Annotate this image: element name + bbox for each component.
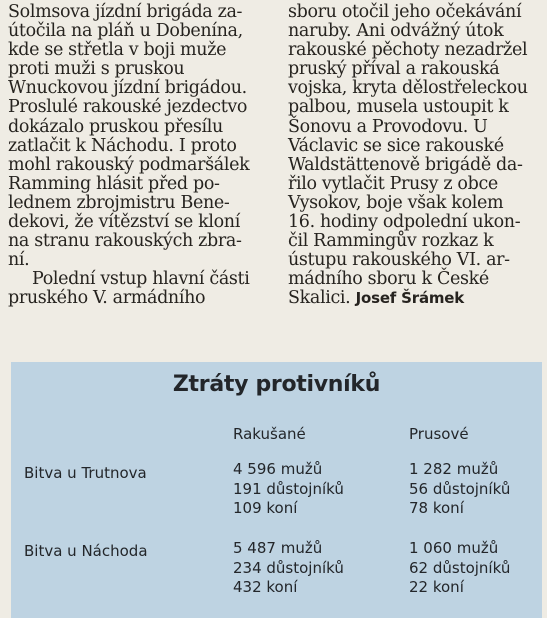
- text-line: na stranu rakouských zbra-: [8, 231, 242, 252]
- text-line: čil Rammingův rozkaz k: [288, 231, 494, 252]
- text-line: Solmsova jízdní brigáda za-: [8, 2, 243, 22]
- text-line: ní.: [8, 250, 30, 271]
- loss-value: 432 koní: [233, 578, 298, 596]
- text-line: mohl rakouský podmaršálek: [8, 154, 250, 175]
- austrian-losses: [233, 539, 344, 598]
- text-line: naruby. Ani odvážný útok: [288, 21, 504, 42]
- article-column-right: [288, 3, 544, 309]
- author-byline: Josef Šrámek: [355, 289, 465, 308]
- loss-value: 1 282 mužů: [409, 460, 499, 478]
- text-line: dekovi, že vítězství se kloní: [8, 212, 240, 233]
- loss-value: 78 koní: [409, 499, 464, 517]
- row-label-battle: Bitva u Trutnova: [24, 464, 147, 482]
- article-column-left: [8, 3, 270, 309]
- text-line: pruský příval a rakouská: [288, 59, 500, 80]
- column-header-austrians: Rakušané: [233, 425, 306, 443]
- text-line: zatlačit k Náchodu. I proto: [8, 135, 237, 156]
- text-line: vojska, kryta dělostřeleckou: [288, 78, 528, 99]
- text-line: pruského V. armádního: [8, 288, 206, 309]
- row-label-battle: Bitva u Náchoda: [24, 542, 148, 560]
- text-line: Vysokov, boje však kolem: [288, 192, 504, 213]
- loss-value: 22 koní: [409, 578, 464, 596]
- text-line: ústupu rakouského VI. ar-: [288, 250, 510, 271]
- losses-table-title: Ztráty protivníků: [172, 372, 381, 397]
- text-line: lednem zbrojmistru Bene-: [8, 192, 230, 213]
- loss-value: 191 důstojníků: [233, 479, 344, 498]
- austrian-losses: [233, 460, 344, 519]
- text-line: Polední vstup hlavní části: [32, 269, 250, 290]
- loss-value: 56 důstojníků: [409, 479, 511, 498]
- prussian-losses: [409, 460, 510, 519]
- losses-table-box: [11, 362, 542, 618]
- text-line: kde se střetla v boji muže: [8, 40, 227, 61]
- column-header-prussians: Prusové: [409, 425, 469, 443]
- text-line: 16. hodiny odpolední ukon-: [288, 212, 521, 233]
- text-line: Václavic se sice rakouské: [288, 135, 504, 156]
- text-line: proti muži s pruskou: [8, 59, 185, 80]
- text-line: Šonovu a Provodovu. U: [288, 116, 488, 137]
- loss-value: 1 060 mužů: [409, 539, 499, 557]
- loss-value: 5 487 mužů: [233, 539, 323, 557]
- text-line: Ramming hlásit před po-: [8, 173, 220, 194]
- text-line: sboru otočil jeho očekávání: [288, 2, 522, 22]
- text-line: dokázalo pruskou přesílu: [8, 116, 223, 137]
- prussian-losses: [409, 539, 510, 598]
- text-line: Proslulé rakouské jezdectvo: [8, 97, 248, 118]
- loss-value: 234 důstojníků: [233, 558, 344, 577]
- text-line: útočila na pláň u Dobenína,: [8, 21, 243, 42]
- text-line: rakouské pěchoty nezadržel: [288, 40, 528, 61]
- text-line: palbou, musela ustoupit k: [288, 97, 509, 118]
- text-line: mádního sboru k České: [288, 269, 489, 290]
- text-line: Wnuckovou jízdní brigádou.: [8, 78, 247, 99]
- loss-value: 62 důstojníků: [409, 558, 511, 577]
- loss-value: 4 596 mužů: [233, 460, 323, 478]
- text-line-end: Skalici.: [288, 288, 351, 309]
- text-line: řilo vytlačit Prusy z obce: [288, 173, 498, 194]
- loss-value: 109 koní: [233, 499, 298, 517]
- text-line: Waldstättenově brigádě da-: [288, 154, 523, 175]
- text-line-last: [288, 289, 544, 308]
